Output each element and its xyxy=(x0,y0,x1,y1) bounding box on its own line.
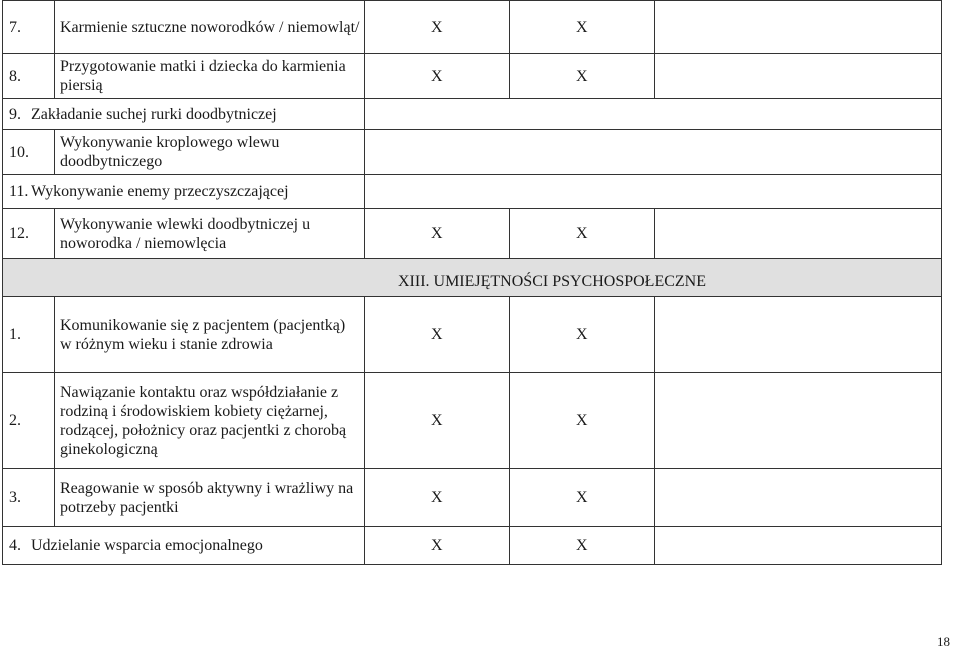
row-description: Przygotowanie matki i dziecka do karmienia piersią xyxy=(55,54,365,99)
empty-cell xyxy=(365,99,942,130)
row-description: Nawiązanie kontaktu oraz współdziałanie z rodziną i środowiskiem kobiety ciężarnej, rodzącej, położnicy oraz pacjentki z chorobą ginekologiczną xyxy=(55,373,365,469)
empty-cell xyxy=(655,1,942,54)
table-row xyxy=(3,469,942,527)
section-header xyxy=(3,259,942,297)
row-description: Wykonywanie kroplowego wlewu doodbytniczego xyxy=(55,130,365,175)
row-number: 3. xyxy=(3,469,55,527)
empty-cell xyxy=(655,469,942,527)
row-description xyxy=(3,99,365,130)
mark-x: X xyxy=(510,527,655,565)
mark-x: X xyxy=(510,209,655,259)
row-text: Udzielanie wsparcia emocjonalnego xyxy=(31,537,263,554)
section-title: XIII. UMIEJĘTNOŚCI PSYCHOSPOŁECZNE xyxy=(397,273,706,290)
row-number: 2. xyxy=(3,373,55,469)
page-number: 18 xyxy=(937,634,950,649)
empty-cell xyxy=(655,54,942,99)
row-text: Zakładanie suchej rurki doodbytniczej xyxy=(31,105,277,123)
table-row xyxy=(3,130,942,175)
mark-x: X xyxy=(510,1,655,54)
row-number: 11. xyxy=(9,183,29,200)
table-row xyxy=(3,209,942,259)
section-header-row xyxy=(3,259,942,297)
mark-x: X xyxy=(510,373,655,469)
mark-x: X xyxy=(510,469,655,527)
row-description: Wykonywanie wlewki doodbytniczej u noworodka / niemowlęcia xyxy=(55,209,365,259)
table-row xyxy=(3,175,942,209)
row-description xyxy=(3,175,365,209)
table-row xyxy=(3,54,942,99)
row-number: 8. xyxy=(3,54,55,99)
row-number: 4. xyxy=(9,537,21,554)
table-row xyxy=(3,373,942,469)
row-number: 9. xyxy=(9,105,21,123)
row-number: 10. xyxy=(3,130,55,175)
mark-x: X xyxy=(365,373,510,469)
mark-x: X xyxy=(510,297,655,373)
empty-cell xyxy=(655,527,942,565)
empty-cell xyxy=(655,373,942,469)
row-description xyxy=(3,527,365,565)
skills-table xyxy=(2,0,942,565)
row-description: Komunikowanie się z pacjentem (pacjentką) w różnym wieku i stanie zdrowia xyxy=(55,297,365,373)
mark-x: X xyxy=(365,54,510,99)
empty-cell xyxy=(655,297,942,373)
empty-cell xyxy=(365,130,942,175)
table-row xyxy=(3,99,942,130)
mark-x: X xyxy=(365,469,510,527)
row-number: 1. xyxy=(3,297,55,373)
empty-cell xyxy=(365,175,942,209)
row-text: Wykonywanie enemy przeczyszczającej xyxy=(31,183,289,200)
table-row xyxy=(3,1,942,54)
table-row xyxy=(3,527,942,565)
mark-x: X xyxy=(510,54,655,99)
empty-cell xyxy=(655,209,942,259)
row-description: Karmienie sztuczne noworodków / niemowląt/ xyxy=(55,1,365,54)
mark-x: X xyxy=(365,527,510,565)
row-description: Reagowanie w sposób aktywny i wrażliwy na potrzeby pacjentki xyxy=(55,469,365,527)
row-number: 7. xyxy=(3,1,55,54)
mark-x: X xyxy=(365,1,510,54)
row-number: 12. xyxy=(3,209,55,259)
mark-x: X xyxy=(365,297,510,373)
mark-x: X xyxy=(365,209,510,259)
table-row xyxy=(3,297,942,373)
